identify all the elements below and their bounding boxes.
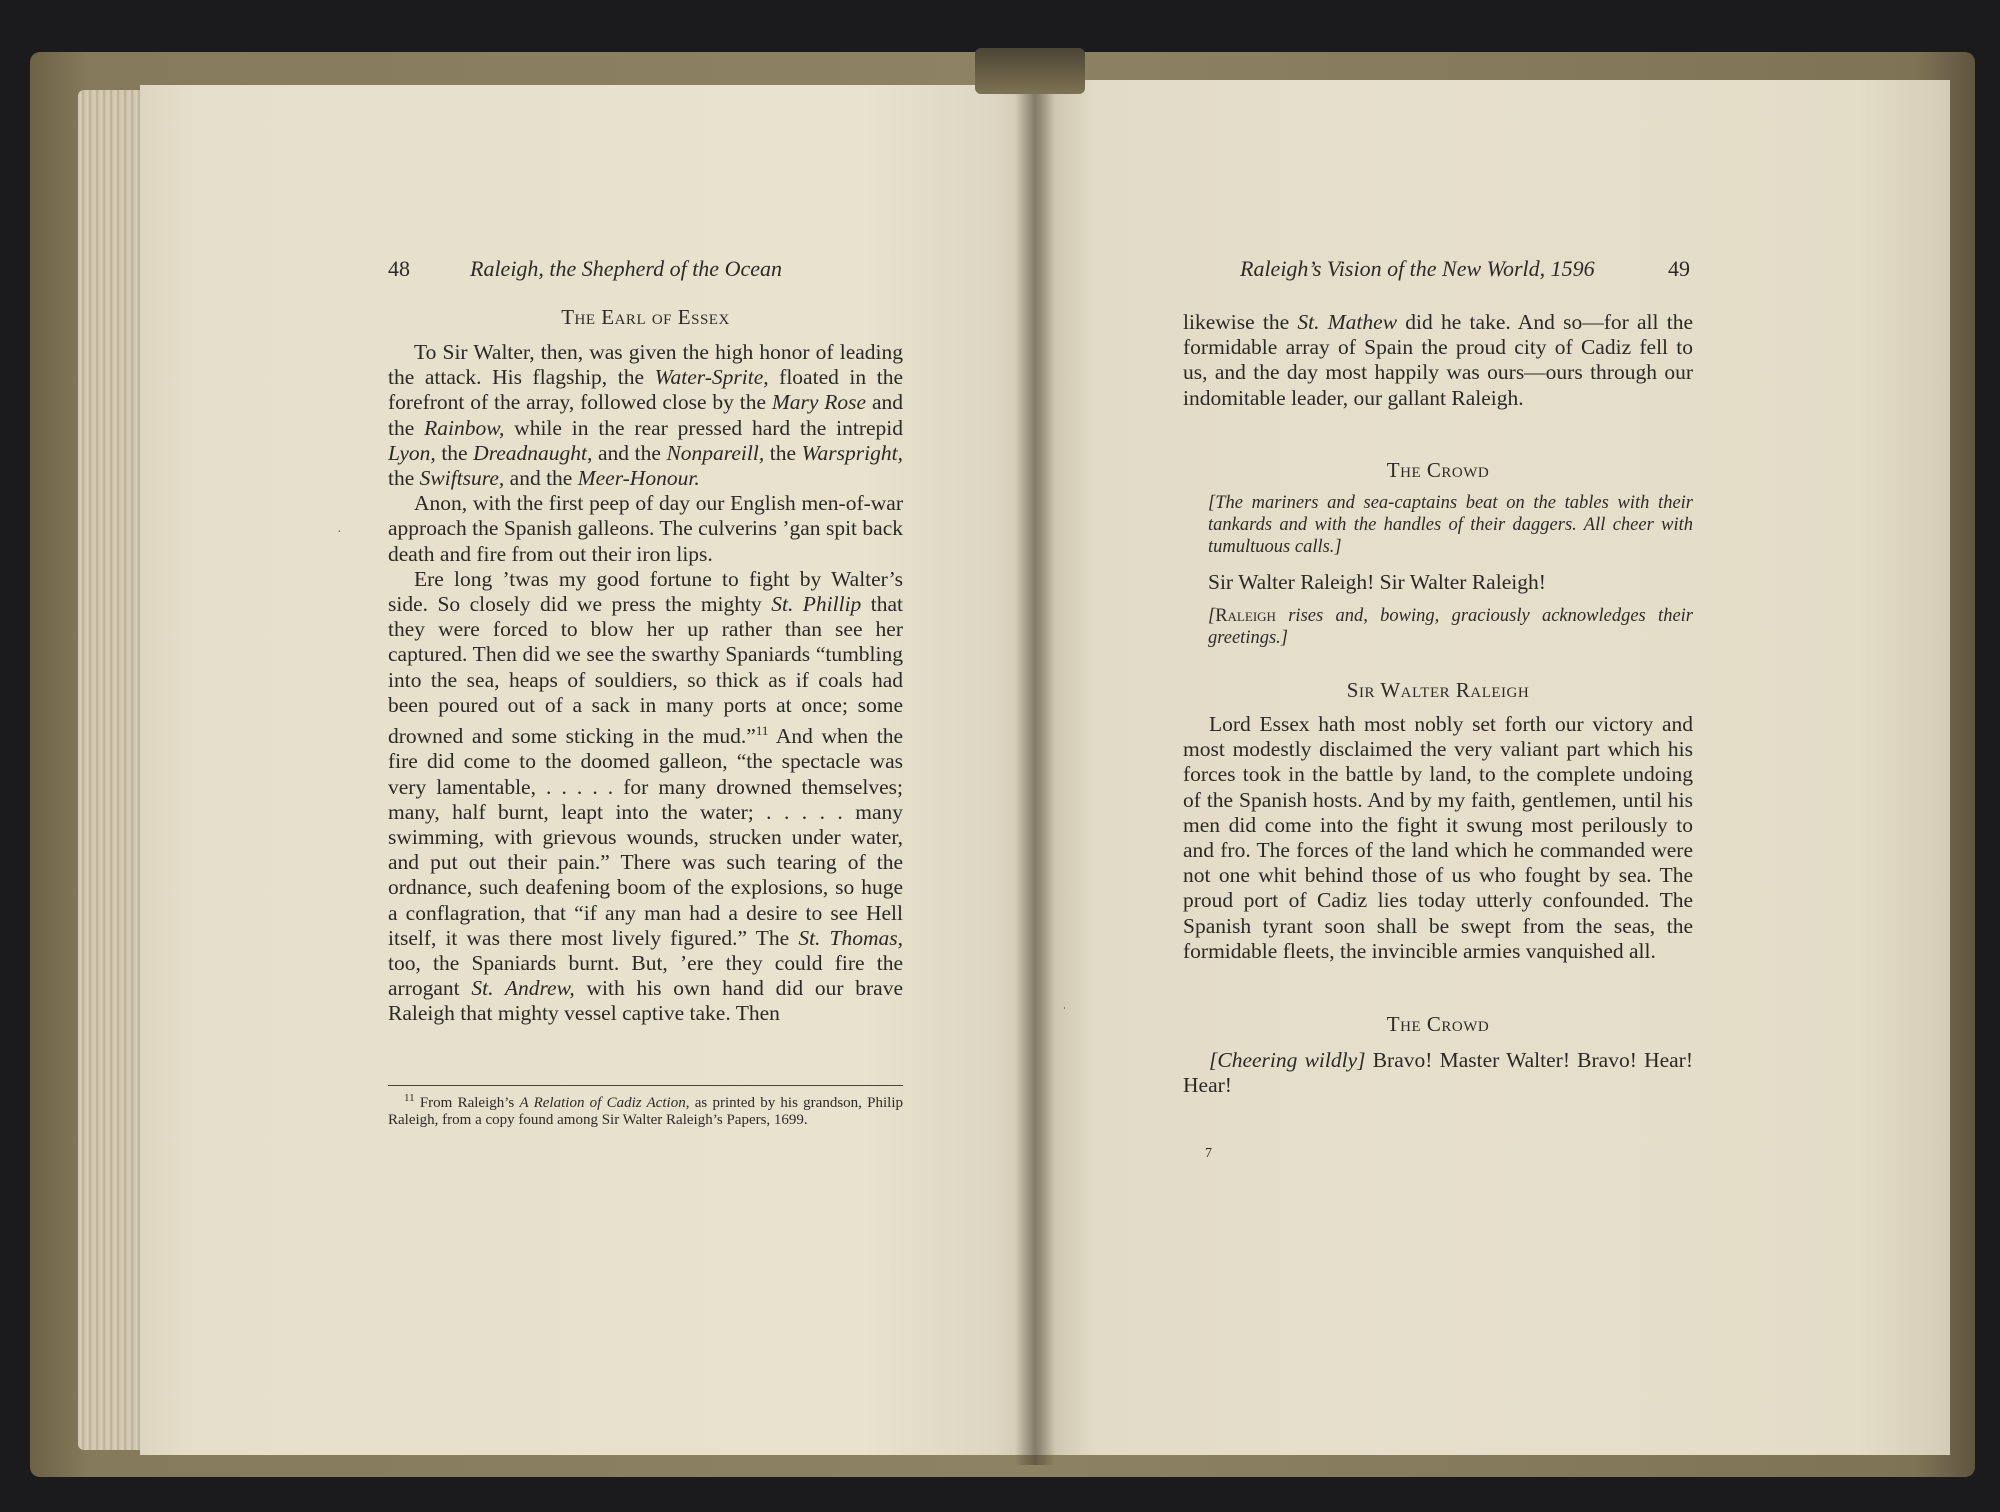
left-page-number: 48 <box>388 256 410 281</box>
raleigh-speech-text <box>1183 712 1693 964</box>
right-opening-text <box>1183 310 1693 411</box>
final-direction: [Cheering wildly] <box>1209 1048 1366 1072</box>
opening-paragraph: likewise the St. Mathew did he take. And so—for all the formidable array of Spain the proud city of Cadiz fell to us, and the day most happily was ours—ours through our indomitable leader, our gallant Raleigh. <box>1183 310 1694 410</box>
raleigh-speech: Lord Essex hath most nobly set forth our victory and most modestly disclaimed the very valiant part which his forces took in the battle by land, to the complete undoing of the Spanish hosts. And by my faith, gentlemen, until his men did come into the fight it swung most perilously to and fro. The forces of the land which he commanded were not one whit behind those of us who fought by sea. The proud port of Cadiz lies today utterly confounded. The Spanish tyrant soon shall be swept from the seas, the formidable fleets, the invincible armies vanquished all. <box>1183 712 1693 963</box>
footnote-rule <box>388 1085 903 1086</box>
footnote: $^{11}$ From Raleigh’s A Relation of Cadiz Action, as printed by his grandson, Philip Raleigh, from a copy found among Sir Walter Raleigh’s Papers, 1699. <box>388 1092 903 1128</box>
right-running-head: Raleigh’s Vision of the New World, 1596 <box>1240 256 1595 281</box>
stage-direction-1: [The mariners and sea-captains beat on the tables with their tankards and with the handles of their daggers. All cheer with tumultuous calls.] <box>1208 493 1693 557</box>
book-gutter <box>1015 55 1055 1465</box>
paragraph-2: Anon, with the first peep of day our English men-of-war approach the Spanish galleons. The culverins ’gan spit back death and fire from out their iron lips. <box>388 491 903 566</box>
stage-direction-2: [Raleigh rises and, bowing, graciously acknowledges their greetings.] <box>1208 606 1693 648</box>
left-running-head: Raleigh, the Shepherd of the Ocean <box>470 256 782 281</box>
left-body-text <box>388 340 903 1027</box>
final-line: Bravo! Master Walter! Bravo! Hear! Hear! <box>1183 1048 1693 1098</box>
heading-sir-walter-raleigh: Sir Walter Raleigh <box>1346 678 1530 702</box>
margin-dot: · <box>337 525 342 540</box>
closing-text <box>1183 1048 1693 1098</box>
heading-the-crowd: The Crowd <box>1386 458 1490 482</box>
right-page-number: 49 <box>1668 256 1690 281</box>
paragraph-3: Ere long ’twas my good fortune to fight by Walter’s side. So closely did we press the mighty St. Phillip that they were forced to blow her up rather than see her captured. Then did we see the swarthy Spaniards “tumbling into the sea, heaps of souldiers, so thick as if coals had been poured out of a sack in many ports at once; some drowned and some sticking in the mud.”$^{11}$ And when the fire did come to the doomed galleon, “the spectacle was very lamentable, . . . . . for many drowned themselves; many, half burnt, leapt into the water; . . . . . many swimming, with grievous wounds, strucken under water, and put out their pain.” There was such tearing of the ordnance, such deafening boom of the explosions, so huge a conflagration, that “if any man had a desire to see Hell itself, it was there most lively figured.” The St. Thomas, too, the Spaniards burnt. But, ’ere they could fire the arrogant St. Andrew, with his own hand did our brave Raleigh that mighty vessel captive take. Then <box>388 566 904 1026</box>
paragraph-1: To Sir Walter, then, was given the high honor of leading the attack. His flagship, the Water-Sprite, floated in the forefront of the array, followed close by the Mary Rose and the Rainbow, while in the rear pressed hard the intrepid Lyon, the Dreadnaught, and the Nonpareill, the Warspright, the Swiftsure, and the Meer-Honour. <box>388 340 903 491</box>
margin-tick: ˌ <box>1062 995 1067 1010</box>
crowd-line: Sir Walter Raleigh! Sir Walter Raleigh! <box>1208 570 1546 594</box>
closing-line <box>1183 1048 1693 1098</box>
page-edges <box>78 90 142 1450</box>
heading-the-crowd-2: The Crowd <box>1386 1012 1490 1036</box>
heading-earl-of-essex: The Earl of Essex <box>561 305 730 329</box>
signature-mark: 7 <box>1205 1146 1212 1161</box>
book-spine <box>975 48 1085 94</box>
